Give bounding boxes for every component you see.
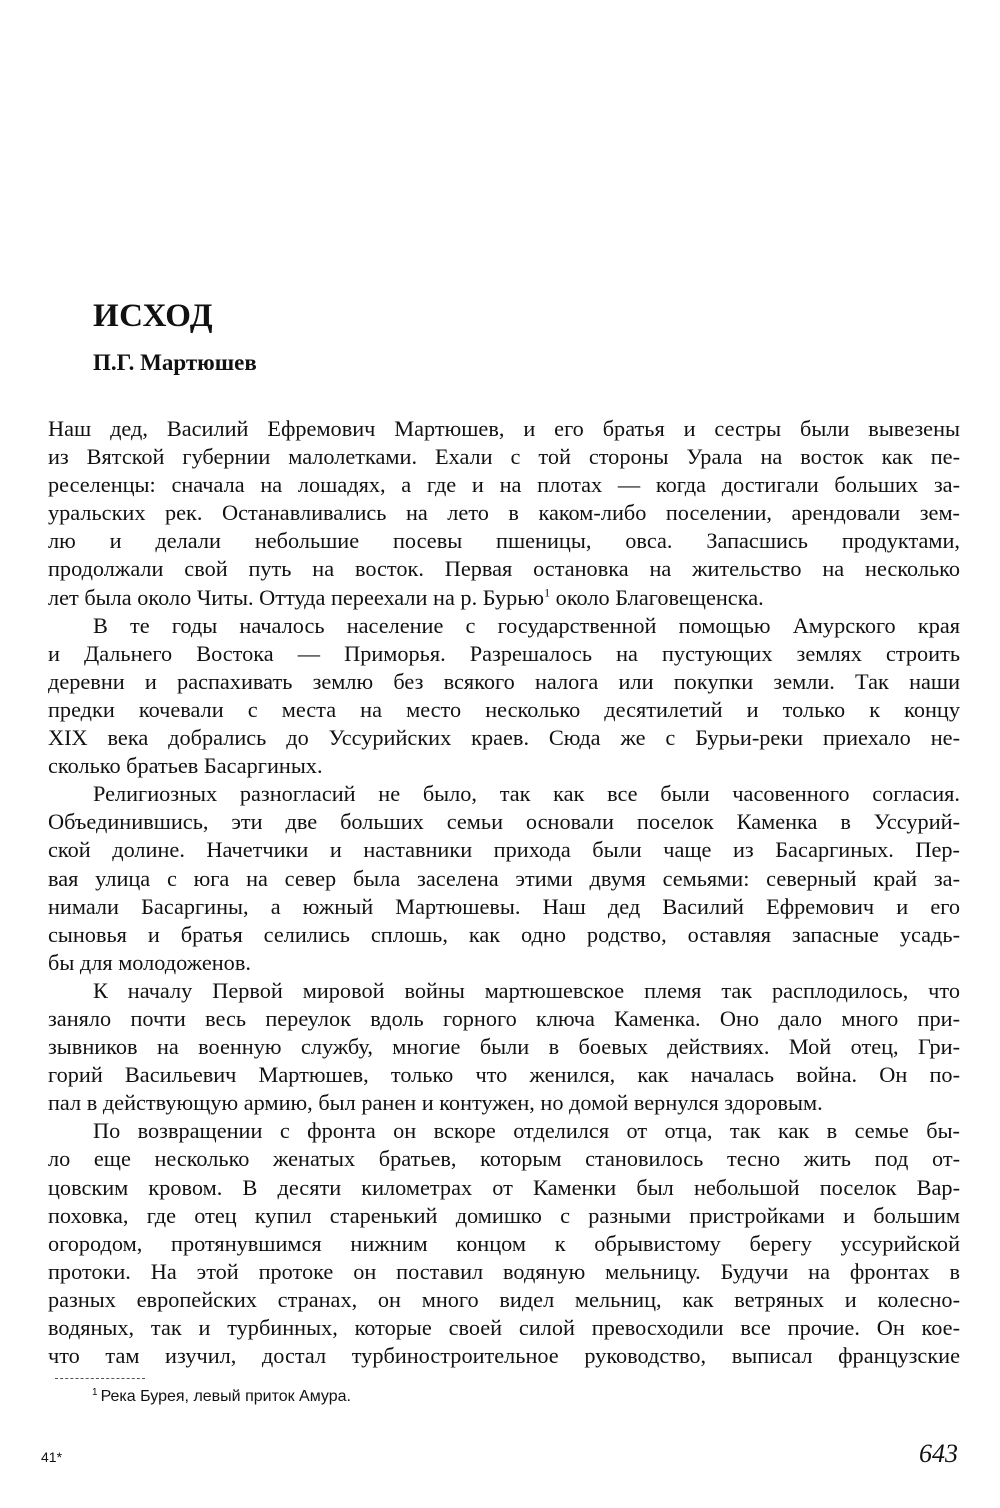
- paragraph-4: [48, 977, 960, 1117]
- text-line: нимали Басаргины, а южный Мартюшевы. Наш дед Василий Ефремович и его: [48, 893, 960, 919]
- article-author: П.Г. Мартюшев: [93, 350, 257, 375]
- article-title: ИСХОД: [93, 298, 214, 334]
- text-line: В те годы началось население с государственной помощью Амурского края: [93, 612, 960, 638]
- text-line: По возвращении с фронта он вскоре отделился от отца, так как в семье бы-: [93, 1118, 960, 1144]
- text-line: поховка, где отец купил старенький домишко с разными пристройками и большим: [48, 1202, 960, 1228]
- text-line: сыновья и братья селились сплошь, как одно родство, оставляя запасные усадь-: [48, 921, 960, 947]
- paragraph-1: [48, 415, 960, 612]
- text-line: продолжали свой путь на восток. Первая остановка на жительство на несколько: [48, 556, 960, 582]
- text-line: водяных, так и турбинных, которые своей силой превосходили все прочие. Он кое-: [48, 1315, 960, 1340]
- footnote-reference[interactable]: 1: [544, 585, 551, 600]
- text-line: предки кочевали с места на место несколько десятилетий и только к концу: [48, 696, 960, 722]
- text-line: Наш дед, Василий Ефремович Мартюшев, и его братья и сестры были вывезены: [48, 416, 960, 441]
- article-body: [48, 415, 960, 1370]
- text-line: бы для молодоженов.: [48, 949, 251, 975]
- text-line: заняло почти весь переулок вдоль горного ключа Каменка. Оно дало много при-: [48, 1005, 960, 1031]
- paragraph-2: [48, 612, 960, 781]
- text-segment: лет была около Читы. Оттуда переехали на р. Бурью: [48, 584, 545, 610]
- text-line: пал в действующую армию, был ранен и контужен, но домой вернулся здоровым.: [48, 1090, 823, 1116]
- printer-signature-mark: 41*: [41, 1449, 63, 1465]
- text-line: цовским кровом. В десяти километрах от Каменки был небольшой поселок Вар-: [48, 1174, 960, 1200]
- text-line: лю и делали небольшие посевы пшеницы, овса. Запасшись продуктами,: [48, 528, 960, 554]
- text-line: Религиозных разногласий не было, так как все были часовенного согласия.: [93, 781, 960, 807]
- text-line: XIX века добрались до Уссурийских краев. Сюда же с Бурьи-реки приехало не-: [48, 725, 960, 751]
- text-line: реселенцы: сначала на лошадях, а где и на плотах — когда достигали больших за-: [48, 472, 960, 498]
- text-segment: около Благовещенска.: [550, 584, 764, 610]
- text-line: горий Васильевич Мартюшев, только что женился, как началась война. Он по-: [48, 1062, 960, 1088]
- text-line-with-footnote: [48, 584, 960, 612]
- text-line: вая улица с юга на север была заселена этими двумя семьями: северный край за-: [48, 865, 960, 891]
- footnote: [92, 1386, 351, 1408]
- text-line: К началу Первой мировой войны мартюшевское племя так расплодилось, что: [93, 977, 960, 1003]
- text-line: из Вятской губернии малолетками. Ехали с той стороны Урала на восток как пе-: [48, 444, 960, 470]
- text-line: Объединившись, эти две больших семьи основали поселок Каменка в Уссурий-: [48, 809, 960, 835]
- text-line: протоки. На этой протоке он поставил водяную мельницу. Будучи на фронтах в: [48, 1258, 960, 1284]
- footnote-mark: 1: [92, 1386, 98, 1398]
- text-line: уральских рек. Останавливались на лето в каком-либо поселении, арендовали зем-: [48, 500, 960, 526]
- text-line: деревни и распахивать землю без всякого налога или покупки земли. Так наши: [48, 668, 960, 694]
- paragraph-3: [48, 780, 960, 977]
- text-line: огородом, протянувшимся нижним концом к обрывистому берегу уссурийской: [48, 1230, 960, 1256]
- text-line: и Дальнего Востока — Приморья. Разрешалось на пустующих землях строить: [48, 640, 960, 666]
- text-line: ло еще несколько женатых братьев, которым становилось тесно жить под от-: [48, 1146, 960, 1172]
- text-line: что там изучил, достал турбиностроительное руководство, выписал французские: [48, 1343, 960, 1369]
- text-line: зывников на военную службу, многие были в боевых действиях. Мой отец, Гри-: [48, 1034, 960, 1060]
- paragraph-5: [48, 1117, 960, 1370]
- footnote-text: Река Бурея, левый приток Амура.: [100, 1388, 351, 1405]
- text-line: ской долине. Начетчики и наставники прихода были чаще из Басаргиных. Пер-: [48, 837, 960, 863]
- text-line: сколько братьев Басаргиных.: [48, 753, 323, 779]
- text-line: разных европейских странах, он много видел мельниц, как ветряных и колесно-: [48, 1286, 960, 1312]
- footnote-divider: [55, 1378, 145, 1379]
- page-number: 643: [919, 1439, 958, 1468]
